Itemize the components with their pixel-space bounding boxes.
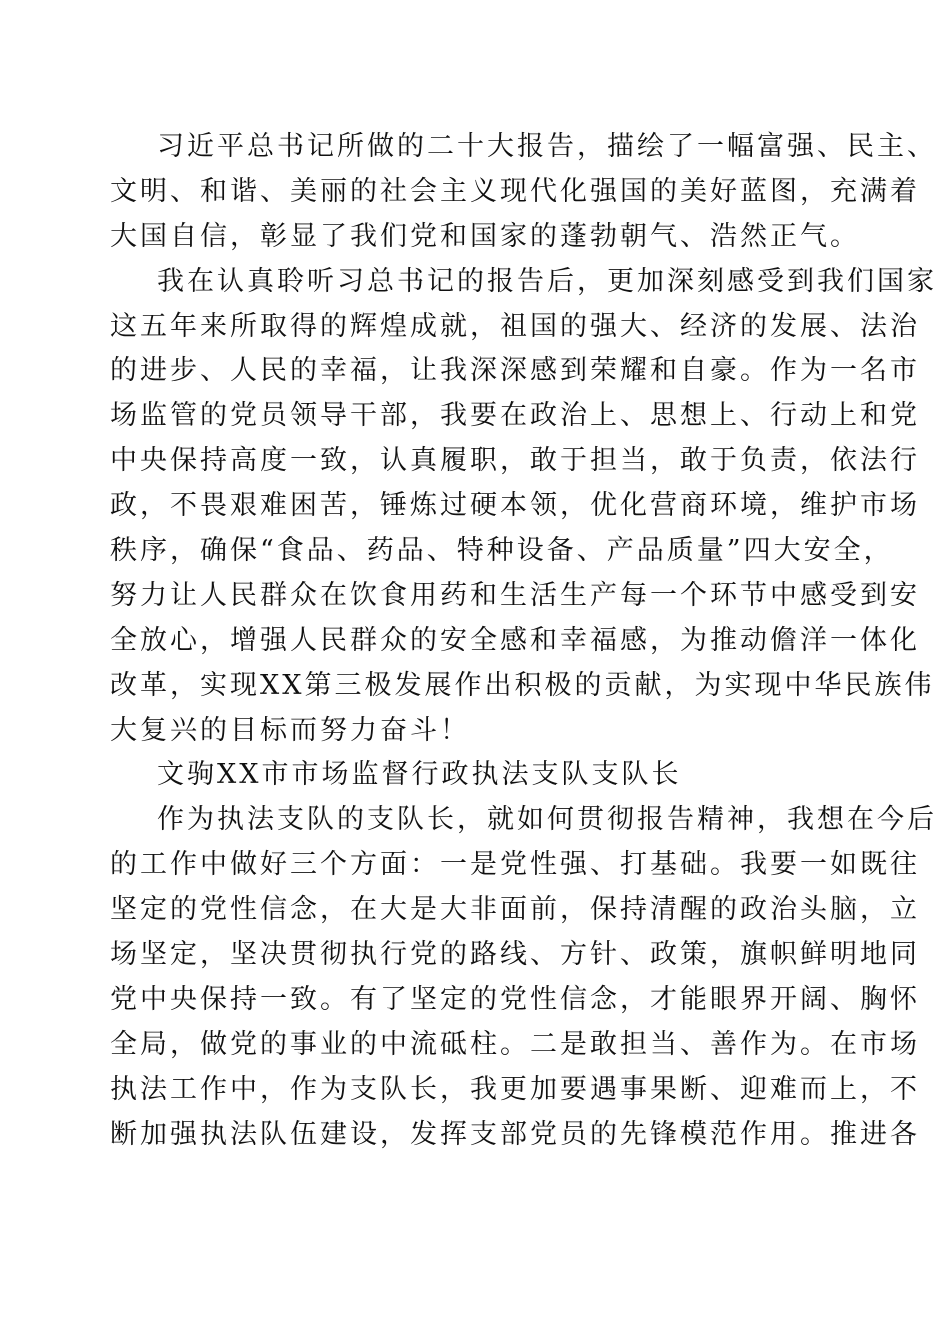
text-line: 秩序，确保“食品、药品、特种设备、产品质量”四大安全， (110, 535, 894, 567)
text-line: 的进步、人民的幸福，让我深深感到荣耀和自豪。作为一名市 (110, 355, 920, 387)
text-line: 文驹XX市市场监督行政执法支队支队长 (157, 759, 682, 791)
text-line: 大复兴的目标而努力奋斗！ (110, 714, 470, 746)
text-line: 我在认真聆听习总书记的报告后，更加深刻感受到我们国家 (157, 265, 937, 297)
text-line: 坚定的党性信念，在大是大非面前，保持清醒的政治头脑，立 (110, 894, 920, 926)
text-line: 文明、和谐、美丽的社会主义现代化强国的美好蓝图，充满着 (110, 175, 920, 207)
text-line: 执法工作中，作为支队长，我更加要遇事果断、迎难而上，不 (110, 1073, 920, 1105)
text-line: 断加强执法队伍建设，发挥支部党员的先锋模范作用。推进各 (110, 1118, 920, 1150)
paragraph (110, 125, 937, 260)
text-line: 场坚定，坚决贯彻执行党的路线、方针、政策，旗帜鲜明地同 (110, 939, 920, 971)
document-body (110, 125, 937, 1157)
text-line: 作为执法支队的支队长，就如何贯彻报告精神，我想在今后 (157, 804, 937, 836)
text-line: 全局，做党的事业的中流砥柱。二是敢担当、善作为。在市场 (110, 1028, 920, 1060)
text-line: 这五年来所取得的辉煌成就，祖国的强大、经济的发展、法治 (110, 310, 920, 342)
text-line: 党中央保持一致。有了坚定的党性信念，才能眼界开阔、胸怀 (110, 983, 920, 1015)
text-line: 大国自信，彰显了我们党和国家的蓬勃朝气、浩然正气。 (110, 220, 860, 252)
paragraph (110, 798, 937, 1157)
text-line: 中央保持高度一致，认真履职，敢于担当，敢于负责，依法行 (110, 445, 920, 477)
text-line: 习近平总书记所做的二十大报告，描绘了一幅富强、民主、 (157, 131, 937, 162)
paragraph (110, 260, 937, 754)
text-line: 努力让人民群众在饮食用药和生活生产每一个环节中感受到安 (110, 579, 920, 611)
text-line: 政，不畏艰难困苦，锤炼过硬本领，优化营商环境，维护市场 (110, 490, 920, 522)
text-line: 全放心，增强人民群众的安全感和幸福感，为推动儋洋一体化 (110, 624, 920, 656)
text-line: 的工作中做好三个方面：一是党性强、打基础。我要一如既往 (110, 849, 920, 881)
text-line: 场监管的党员领导干部，我要在政治上、思想上、行动上和党 (110, 400, 920, 432)
text-line: 改革，实现XX第三极发展作出积极的贡献，为实现中华民族伟 (110, 669, 935, 701)
speaker-heading (110, 753, 828, 798)
